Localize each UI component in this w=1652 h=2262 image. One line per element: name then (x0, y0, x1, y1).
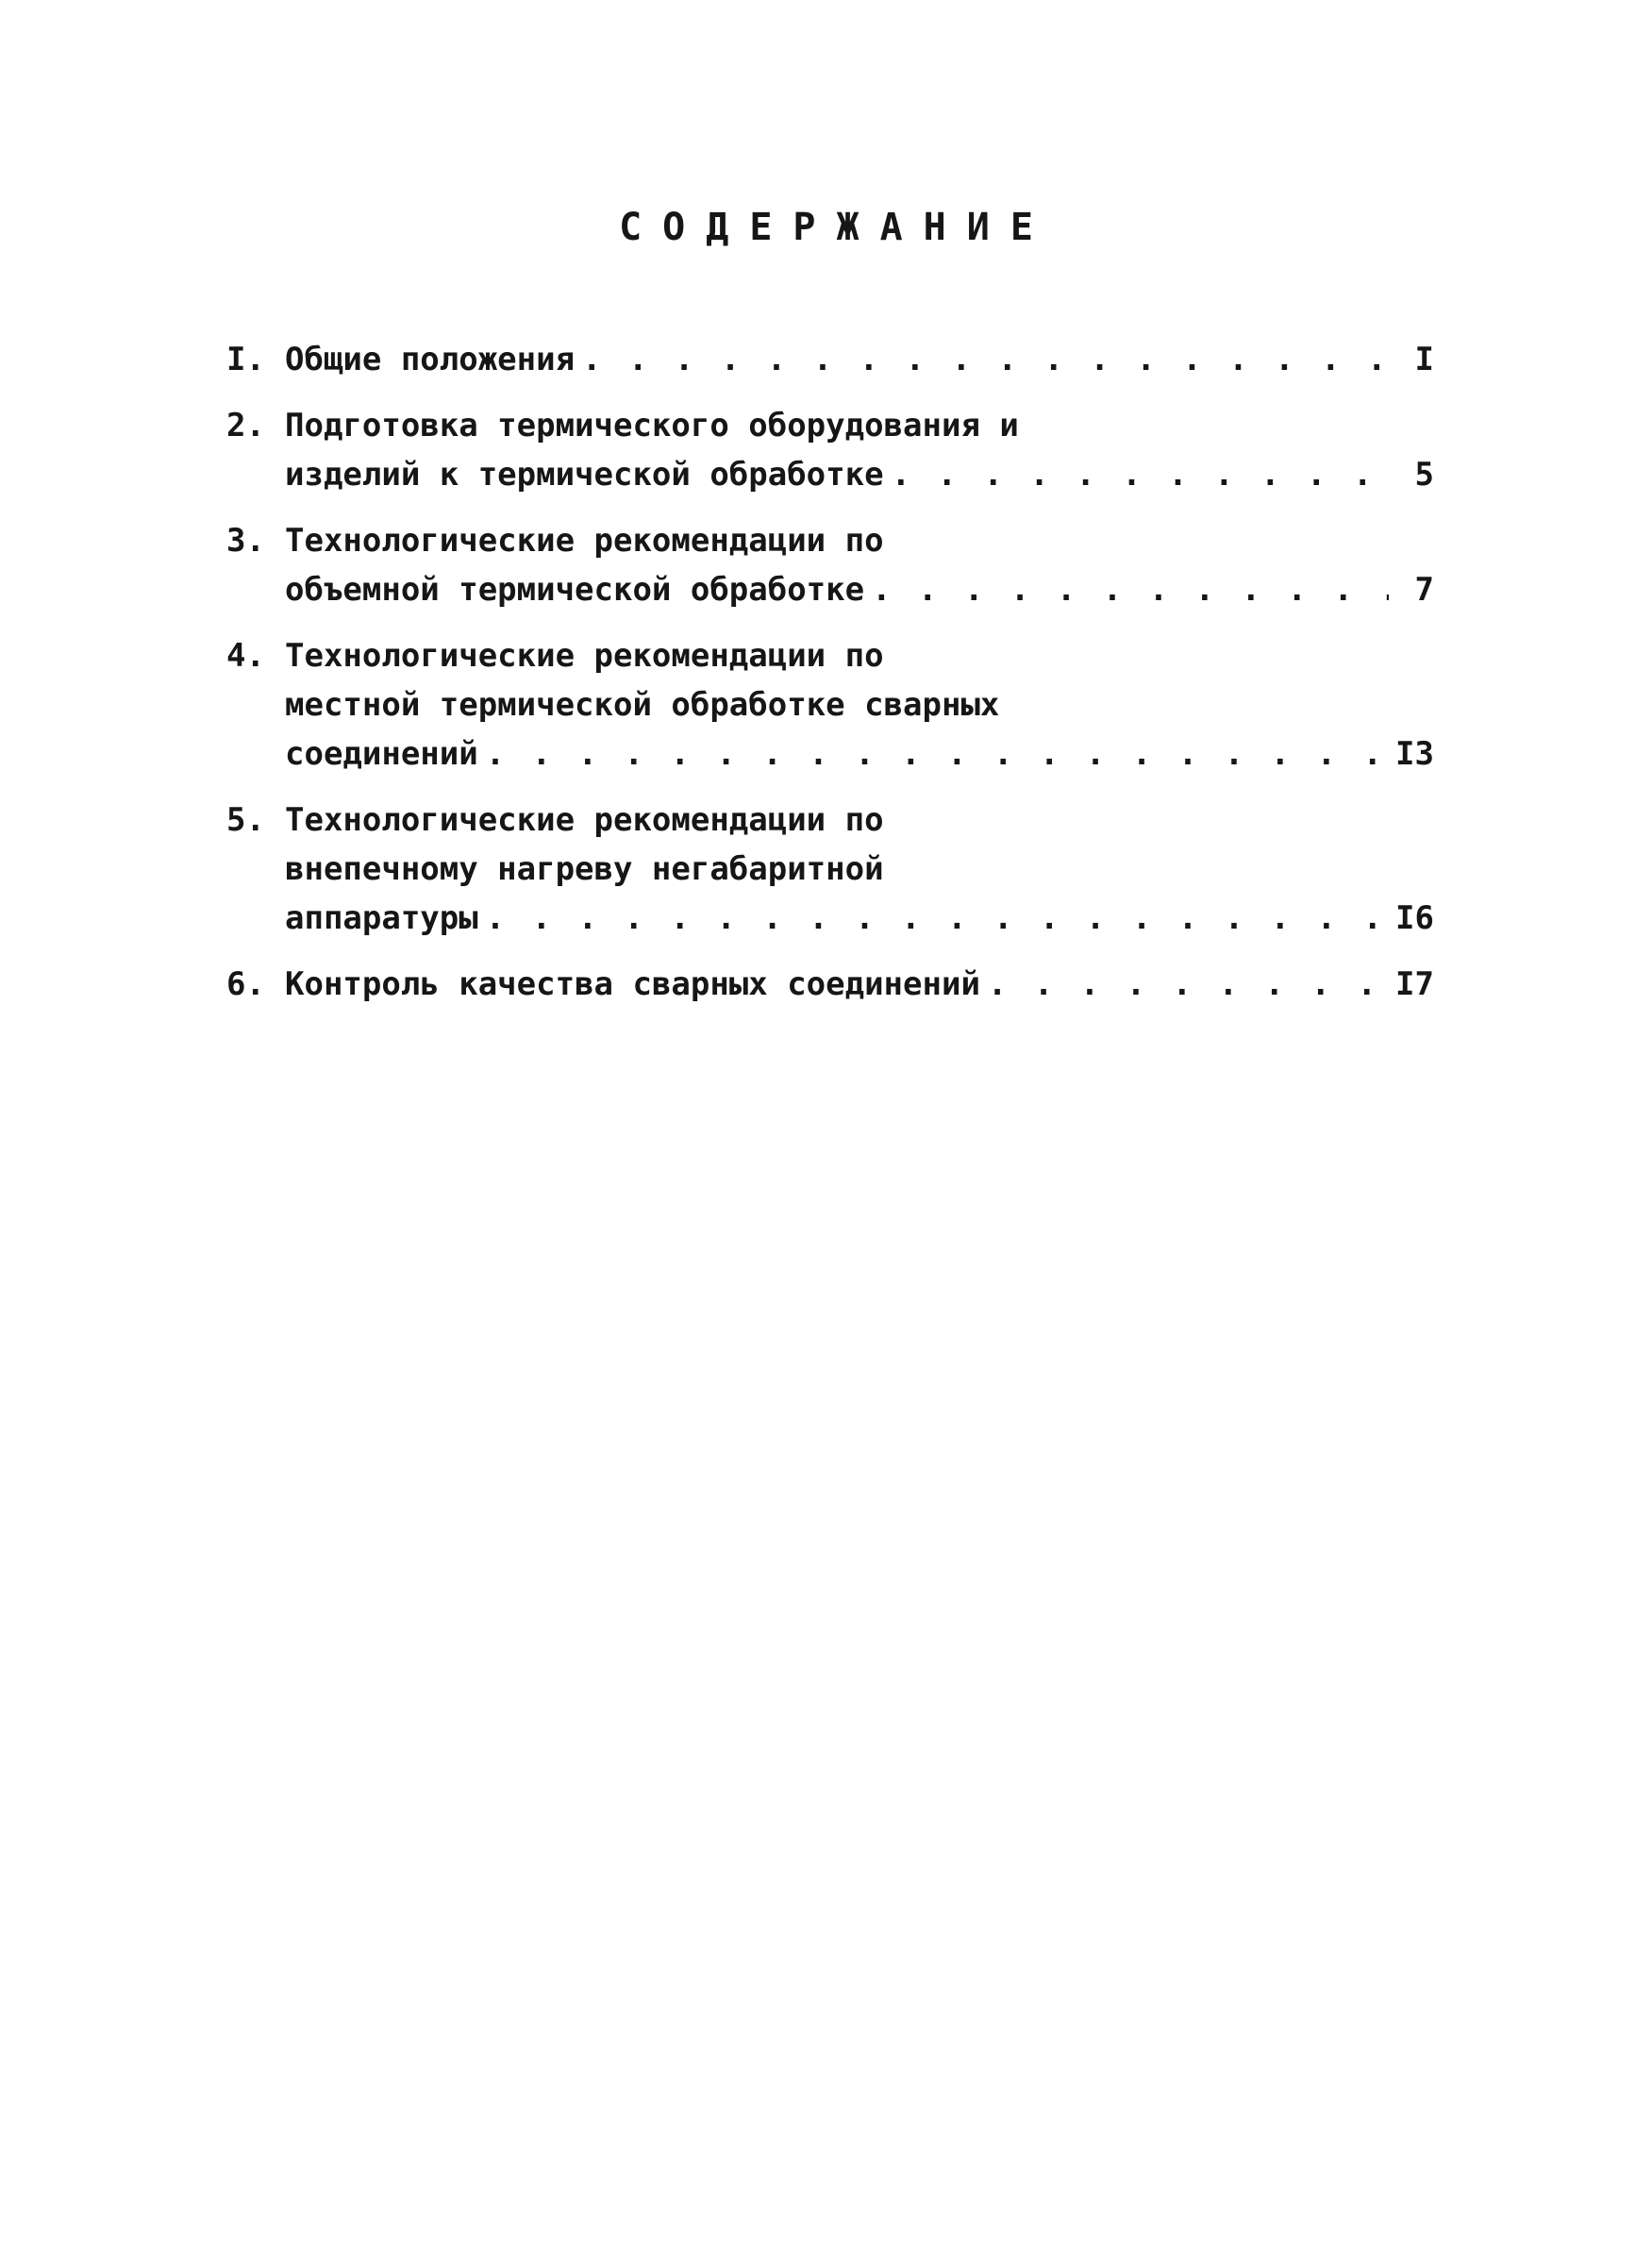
dot-leader (872, 565, 1389, 614)
toc-entry-title-line: Технологические рекомендации по (285, 801, 884, 839)
toc-entry-page: 7 (1414, 571, 1434, 609)
toc-entry-page: I (1414, 341, 1434, 378)
page-title: СОДЕРЖАНИЕ (619, 206, 1054, 249)
toc-entry-number: 3. (226, 522, 265, 560)
table-of-contents (226, 335, 1434, 1026)
toc-entry-3 (226, 516, 1434, 614)
toc-entry-number: 2. (226, 407, 265, 444)
toc-entry-number: 4. (226, 637, 265, 675)
dot-leader (988, 960, 1388, 1009)
toc-entry-2 (226, 401, 1434, 499)
toc-entry-5 (226, 796, 1434, 943)
toc-entry-title: изделий к термической обработке (285, 456, 884, 494)
toc-entry-title: Общие положения (285, 341, 576, 378)
toc-entry-title-line: внепечному нагреву негабаритной (285, 850, 884, 888)
toc-entry-page: I3 (1395, 735, 1434, 773)
toc-entry-title-line: Технологические рекомендации по (285, 637, 884, 675)
toc-entry-title: Контроль качества сварных соединений (285, 965, 980, 1003)
toc-entry-number: 5. (226, 801, 265, 839)
dot-leader (486, 729, 1388, 779)
toc-entry-number: 6. (226, 965, 265, 1003)
toc-entry-title-line: Подготовка термического оборудования и (285, 407, 1019, 444)
toc-entry-title: аппаратуры (285, 899, 478, 937)
toc-entry-title: соединений (285, 735, 478, 773)
dot-leader (892, 450, 1389, 499)
toc-entry-title-line: местной термической обработке сварных (285, 686, 1000, 724)
toc-entry-1 (226, 335, 1434, 384)
dot-leader (582, 335, 1389, 384)
dot-leader (486, 894, 1388, 943)
toc-entry-page: 5 (1414, 456, 1434, 494)
toc-entry-title-line: Технологические рекомендации по (285, 522, 884, 560)
toc-entry-page: I6 (1395, 899, 1434, 937)
toc-entry-page: I7 (1395, 965, 1434, 1003)
toc-entry-number: I. (226, 341, 265, 378)
toc-entry-6 (226, 960, 1434, 1009)
toc-entry-title: объемной термической обработке (285, 571, 865, 609)
toc-entry-4 (226, 631, 1434, 779)
